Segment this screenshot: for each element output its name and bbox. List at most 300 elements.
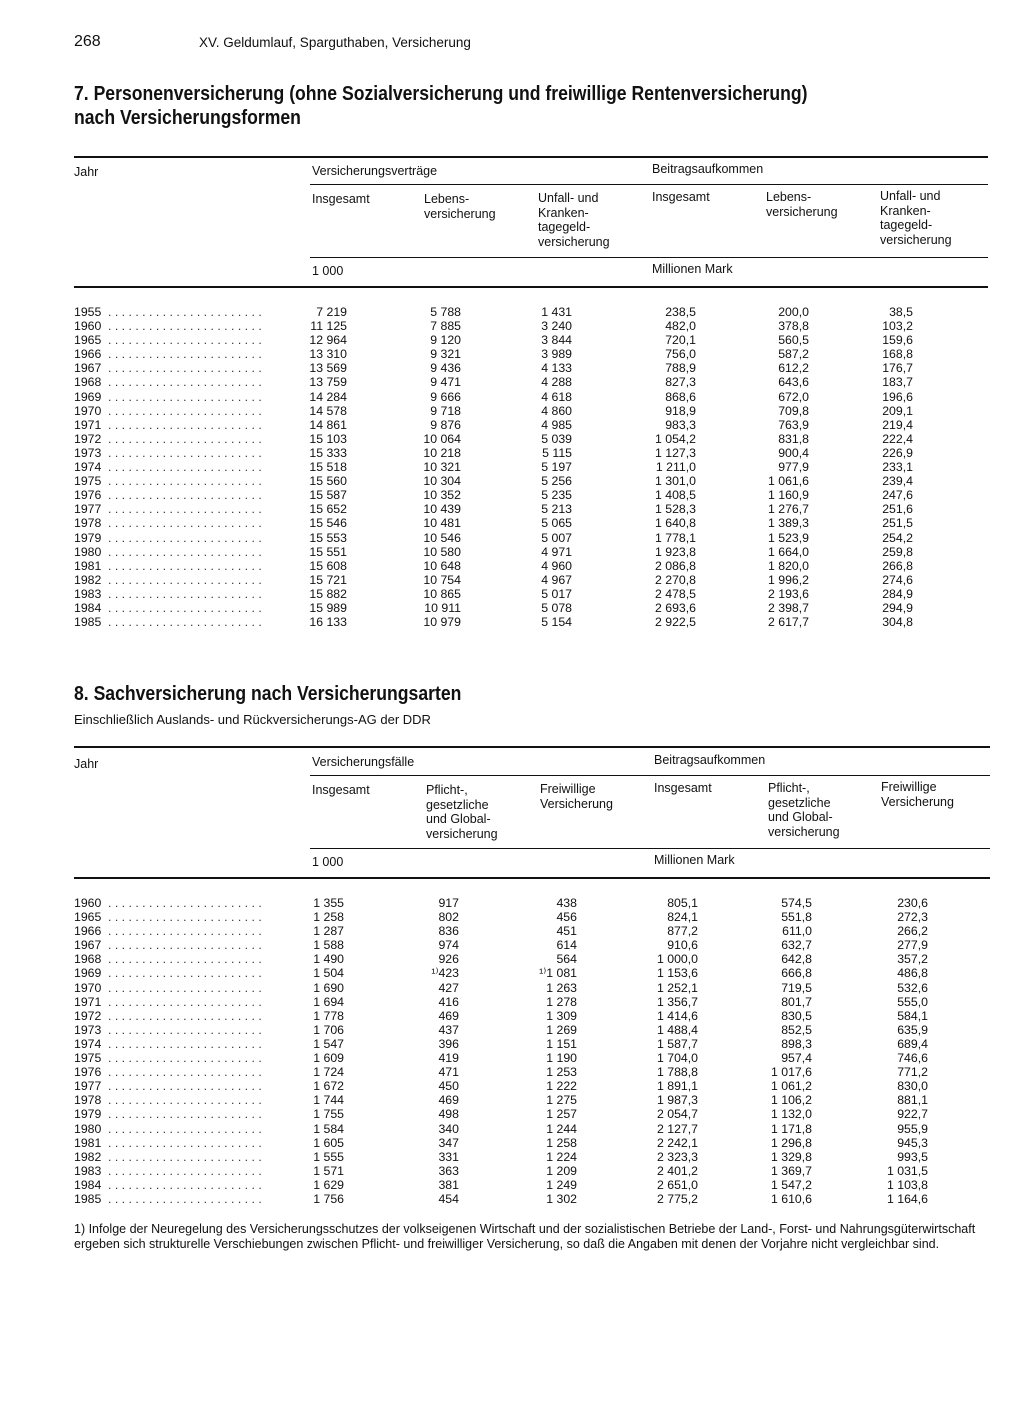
table7-row	[74, 390, 934, 404]
table7-year: 1976	[74, 488, 102, 503]
table7-cell: 977,9	[778, 460, 809, 475]
table7-cell: 13 759	[309, 375, 347, 390]
table7-row	[74, 418, 934, 432]
table8-leader-dots: . . . . . . . . . . . . . . . . . . . . . . .	[108, 1163, 262, 1178]
table7-cell: 254,2	[882, 530, 913, 545]
table7-cell: 672,0	[778, 389, 809, 404]
table7-cell: 14 284	[309, 389, 347, 404]
table8-year: 1971	[74, 994, 102, 1009]
table8-leader-dots: . . . . . . . . . . . . . . . . . . . . . . .	[108, 1149, 262, 1164]
table8-cell: 340	[438, 1121, 459, 1136]
table7-cell: 4 133	[541, 361, 572, 376]
table8-leader-dots: . . . . . . . . . . . . . . . . . . . . . . .	[108, 1036, 262, 1051]
table8-year: 1969	[74, 966, 102, 981]
table8-cell: 1 224	[546, 1149, 577, 1164]
table8-cell: 574,5	[781, 896, 812, 910]
table7-cell: 378,8	[778, 319, 809, 334]
table7-cell: 1 640,8	[654, 516, 696, 531]
table8-cell: 1 269	[546, 1022, 577, 1037]
table7-cell: 13 310	[309, 347, 347, 362]
table8-cell: 1 329,8	[770, 1149, 812, 1164]
table8-cell: 438	[556, 896, 577, 910]
chapter-title: XV. Geldumlauf, Sparguthaben, Versicherung	[199, 35, 471, 50]
table8-cell: 1 672	[313, 1079, 344, 1094]
table7-cell: 1 528,3	[654, 502, 696, 517]
table7-cell: 756,0	[665, 347, 696, 362]
table7-group-rule	[310, 184, 988, 185]
table7-cell: 15 546	[309, 516, 347, 531]
table7-year: 1985	[74, 615, 102, 630]
table8-cell: 1 571	[313, 1163, 344, 1178]
table7-row	[74, 474, 934, 488]
table8-cell: 451	[556, 924, 577, 939]
table7-year: 1967	[74, 361, 102, 376]
table7-leader-dots: . . . . . . . . . . . . . . . . . . . . . . .	[108, 361, 262, 376]
table8-cell: 1 504	[313, 966, 344, 981]
table8-cell: 666,8	[781, 966, 812, 981]
table7-leader-dots: . . . . . . . . . . . . . . . . . . . . . . .	[108, 417, 262, 432]
table8-cell: 1 756	[313, 1191, 344, 1206]
table7-cell: 10 865	[423, 586, 461, 601]
table8-leader-dots: . . . . . . . . . . . . . . . . . . . . . . .	[108, 1093, 262, 1108]
table7-cell: 15 721	[309, 572, 347, 587]
table7-cell: 15 551	[309, 544, 347, 559]
table7-cell: 1 211,0	[655, 460, 696, 475]
table8-cell: 486,8	[897, 966, 928, 981]
table8-cell: 1 000,0	[656, 952, 698, 967]
table7-year: 1977	[74, 502, 102, 517]
table8-cell: 1 987,3	[656, 1093, 698, 1108]
table7-cell: 1 820,0	[767, 558, 809, 573]
table8-cell: 1 724	[313, 1065, 344, 1080]
table8-cell: 1 151	[546, 1036, 577, 1051]
table8-cell: 689,4	[897, 1036, 928, 1051]
table8-leader-dots: . . . . . . . . . . . . . . . . . . . . . . .	[108, 980, 262, 995]
table8-cell: 1 252,1	[656, 980, 698, 995]
table8-cell: 611,0	[782, 924, 812, 939]
table7-subheader: Lebens- versicherung	[424, 192, 496, 221]
table7-year: 1960	[74, 319, 102, 334]
table7-cell: 14 578	[309, 403, 347, 418]
table7-cell: 1 778,1	[654, 530, 696, 545]
table7-cell: 2 478,5	[654, 586, 696, 601]
table7-cell: 1 160,9	[767, 488, 809, 503]
table7-cell: 304,8	[882, 615, 913, 630]
table7-subheader: Insgesamt	[652, 190, 710, 204]
table8-cell: 357,2	[897, 952, 928, 967]
table8-cell: 1 587,7	[656, 1036, 698, 1051]
table8-year: 1980	[74, 1121, 102, 1136]
table8-year: 1982	[74, 1149, 102, 1164]
table7-cell: 15 882	[309, 586, 347, 601]
table7-leader-dots: . . . . . . . . . . . . . . . . . . . . . . .	[108, 488, 262, 503]
table8-cell: 1 755	[313, 1107, 344, 1122]
table8-cell: 632,7	[781, 938, 812, 953]
table8-cell: 1 610,6	[770, 1191, 812, 1206]
table7-year: 1980	[74, 544, 102, 559]
table7-cell: 15 560	[309, 474, 347, 489]
table8-cell: 719,5	[781, 980, 812, 995]
table8-cell: 2 127,7	[656, 1121, 698, 1136]
table7-row	[74, 559, 934, 573]
table8-row	[74, 981, 934, 995]
table8-leader-dots: . . . . . . . . . . . . . . . . . . . . . . .	[108, 924, 262, 939]
table7-cell: 226,9	[882, 445, 913, 460]
table7-cell: 251,5	[882, 516, 913, 531]
table8-cell: 471	[438, 1065, 459, 1080]
table8-cell: 437	[438, 1022, 459, 1037]
table8-cell: 2 323,3	[656, 1149, 698, 1164]
table8-cell: 363	[438, 1163, 459, 1178]
table7-cell: 9 666	[430, 389, 461, 404]
table8-cell: 830,0	[897, 1079, 928, 1094]
table7-cell: 831,8	[778, 431, 809, 446]
table7-year: 1965	[74, 333, 102, 348]
table8-cell: 1 017,6	[770, 1065, 812, 1080]
table8-cell: 564	[556, 952, 577, 967]
table8-year: 1984	[74, 1177, 102, 1192]
table8-subheader: Freiwillige Versicherung	[540, 782, 613, 811]
table7-cell: 209,1	[882, 403, 913, 418]
table7-leader-dots: . . . . . . . . . . . . . . . . . . . . . . .	[108, 572, 262, 587]
table8-leader-dots: . . . . . . . . . . . . . . . . . . . . . . .	[108, 910, 262, 925]
table7-cell: 7 885	[430, 319, 461, 334]
table7-cell: 5 235	[541, 488, 572, 503]
table7-leader-dots: . . . . . . . . . . . . . . . . . . . . . . .	[108, 558, 262, 573]
table8-cell: 1 690	[313, 980, 344, 995]
table8-cell: 1 788,8	[656, 1065, 698, 1080]
table7-subheader: Insgesamt	[312, 192, 370, 206]
table7-leader-dots: . . . . . . . . . . . . . . . . . . . . . . .	[108, 615, 262, 630]
table8-cell: 1 609	[313, 1051, 344, 1066]
table8-leader-dots: . . . . . . . . . . . . . . . . . . . . . . .	[108, 1051, 262, 1066]
table7-cell: 10 911	[424, 600, 461, 615]
table7-cell: 15 333	[309, 445, 347, 460]
table7-cell: 15 587	[309, 488, 347, 503]
table8-cell: 836	[438, 924, 459, 939]
table8-cell: 2 775,2	[656, 1191, 698, 1206]
table7-cell: 1 923,8	[654, 544, 696, 559]
table8-row	[74, 1051, 934, 1065]
table8-cell: 454	[438, 1191, 459, 1206]
table7-cell: 14 861	[309, 417, 347, 432]
table7-year: 1975	[74, 474, 102, 489]
table8-cell: 917	[438, 896, 459, 910]
table7-cell: 1 276,7	[767, 502, 809, 517]
table7-cell: 720,1	[665, 333, 696, 348]
table8-row	[74, 1107, 934, 1121]
table8-cell: 1 414,6	[656, 1008, 698, 1023]
table8-cell: 450	[438, 1079, 459, 1094]
table8-leader-dots: . . . . . . . . . . . . . . . . . . . . . . .	[108, 1177, 262, 1192]
table8-group-beitrag: Beitragsaufkommen	[654, 753, 766, 767]
table8-cell: 272,3	[897, 910, 928, 925]
table8-subheader: Pflicht-, gesetzliche und Global- versicherung	[768, 781, 840, 839]
table8-subheader: Insgesamt	[654, 781, 712, 795]
table7-leader-dots: . . . . . . . . . . . . . . . . . . . . . . .	[108, 460, 262, 475]
table8-cell: 1 547,2	[770, 1177, 812, 1192]
table7-row	[74, 375, 934, 389]
table7-leader-dots: . . . . . . . . . . . . . . . . . . . . . . .	[108, 600, 262, 615]
table8-cell: 1 171,8	[770, 1121, 812, 1136]
table8-cell: 1 031,5	[886, 1163, 928, 1178]
table8-cell: 1 355	[313, 896, 344, 910]
table8-year: 1976	[74, 1065, 102, 1080]
table8-row	[74, 896, 934, 910]
table7-cell: 233,1	[882, 460, 913, 475]
table8-cell: 396	[438, 1036, 459, 1051]
table7-cell: 196,6	[882, 389, 913, 404]
table7-cell: 15 518	[309, 460, 347, 475]
table8-header-bottom-rule	[74, 877, 990, 879]
table7-cell: 1 054,2	[654, 431, 696, 446]
table7-cell: 1 127,3	[654, 445, 696, 460]
table7-row	[74, 404, 934, 418]
table7-cell: 239,4	[882, 474, 913, 489]
table7-cell: 1 408,5	[654, 488, 696, 503]
table7-top-rule	[74, 156, 988, 158]
table8-cell: 1 302	[546, 1191, 577, 1206]
table7-leader-dots: . . . . . . . . . . . . . . . . . . . . . . .	[108, 516, 262, 531]
table8-year: 1979	[74, 1107, 102, 1122]
table8-cell: ¹⁾1 081	[539, 966, 577, 981]
table8-leader-dots: . . . . . . . . . . . . . . . . . . . . . . .	[108, 1135, 262, 1150]
table7-subheader: Unfall- und Kranken- tagegeld- versicherung	[880, 189, 952, 247]
table8-group-faelle: Versicherungsfälle	[312, 755, 415, 769]
table8-cell: 1 153,6	[656, 966, 698, 981]
table7-row	[74, 516, 934, 530]
table7-leader-dots: . . . . . . . . . . . . . . . . . . . . . . .	[108, 403, 262, 418]
table7-cell: 274,6	[882, 572, 913, 587]
table7-row	[74, 347, 934, 361]
table7-year: 1981	[74, 558, 102, 573]
table8-cell: 1 296,8	[770, 1135, 812, 1150]
table7-cell: 10 304	[423, 474, 461, 489]
table8-subheader: Freiwillige Versicherung	[881, 780, 954, 809]
table7-cell: 2 617,7	[767, 615, 809, 630]
table7-cell: 10 754	[423, 572, 461, 587]
table7-cell: 15 103	[309, 431, 347, 446]
table8-year: 1981	[74, 1135, 102, 1150]
table8-cell: 1 222	[546, 1079, 577, 1094]
table7-cell: 918,9	[665, 403, 696, 418]
table7-cell: 1 061,6	[767, 474, 809, 489]
table7-col-jahr: Jahr	[74, 165, 99, 179]
table7-leader-dots: . . . . . . . . . . . . . . . . . . . . . . .	[108, 375, 262, 390]
table8-cell: 957,4	[781, 1051, 812, 1066]
table7-unit-rule	[310, 257, 988, 258]
table8-year: 1965	[74, 910, 102, 925]
table8-cell: 2 651,0	[656, 1177, 698, 1192]
table7-subheader: Lebens- versicherung	[766, 190, 838, 219]
table7-cell: 176,7	[882, 361, 913, 376]
table8-cell: 1 287	[313, 924, 344, 939]
table8-row	[74, 1136, 934, 1150]
table7-cell: 2 193,6	[767, 586, 809, 601]
table7-cell: 9 876	[430, 417, 461, 432]
table8-cell: 1 555	[313, 1149, 344, 1164]
table8-row	[74, 910, 934, 924]
table8-year: 1983	[74, 1163, 102, 1178]
table8-leader-dots: . . . . . . . . . . . . . . . . . . . . . . .	[108, 994, 262, 1009]
table7-cell: 1 664,0	[767, 544, 809, 559]
table7-year: 1966	[74, 347, 102, 362]
table7-cell: 15 553	[309, 530, 347, 545]
table7-unit-1000: 1 000	[312, 264, 344, 278]
table8-cell: 584,1	[897, 1008, 928, 1023]
table8-row	[74, 1122, 934, 1136]
table7-cell: 4 967	[541, 572, 572, 587]
table7-cell: 294,9	[882, 600, 913, 615]
table8-year: 1960	[74, 896, 102, 910]
table8-cell: 801,7	[781, 994, 812, 1009]
table8-cell: 1 490	[313, 952, 344, 967]
table7-cell: 11 125	[310, 319, 347, 334]
table7-cell: 587,2	[778, 347, 809, 362]
table8-cell: 419	[438, 1051, 459, 1066]
table7-cell: 9 718	[430, 403, 461, 418]
table7-header-bottom-rule	[74, 286, 988, 288]
table8-cell: 1 275	[546, 1093, 577, 1108]
table7-subheader: Unfall- und Kranken- tagegeld- versicherung	[538, 191, 610, 249]
table8-col-jahr: Jahr	[74, 757, 99, 771]
table7-cell: 247,6	[882, 488, 913, 503]
table7-cell: 16 133	[309, 615, 347, 630]
table7-row	[74, 432, 934, 446]
table8-cell: 1 356,7	[656, 994, 698, 1009]
table8-cell: 2 242,1	[656, 1135, 698, 1150]
table8-cell: 1 588	[313, 938, 344, 953]
table8-row	[74, 1023, 934, 1037]
table8-cell: 926	[438, 952, 459, 967]
table7-cell: 15 652	[309, 502, 347, 517]
table8-cell: 746,6	[897, 1051, 928, 1066]
table8-cell: 945,3	[897, 1135, 928, 1150]
table8-row	[74, 1178, 934, 1192]
table8-year: 1974	[74, 1036, 102, 1051]
table7-cell: 10 064	[423, 431, 461, 446]
table8-cell: 1 106,2	[770, 1093, 812, 1108]
table7-cell: 238,5	[665, 305, 696, 319]
table8-cell: 1 257	[546, 1107, 577, 1122]
table7-cell: 10 648	[423, 558, 461, 573]
table7-cell: 2 398,7	[767, 600, 809, 615]
table8-cell: 974	[438, 938, 459, 953]
table8-leader-dots: . . . . . . . . . . . . . . . . . . . . . . .	[108, 1008, 262, 1023]
table7-cell: 10 352	[423, 488, 461, 503]
table8-cell: 555,0	[897, 994, 928, 1009]
table8-cell: 1 584	[313, 1121, 344, 1136]
table7-cell: 1 389,3	[767, 516, 809, 531]
table7-cell: 868,6	[665, 389, 696, 404]
table7-year: 1973	[74, 445, 102, 460]
table7-cell: 10 439	[423, 502, 461, 517]
table7-cell: 200,0	[778, 305, 809, 319]
table7-cell: 9 436	[430, 361, 461, 376]
table7-leader-dots: . . . . . . . . . . . . . . . . . . . . . . .	[108, 319, 262, 334]
table7-cell: 2 086,8	[654, 558, 696, 573]
table8-year: 1985	[74, 1191, 102, 1206]
table7-cell: 219,4	[882, 417, 913, 432]
table8-cell: 1 244	[546, 1121, 577, 1136]
table8-cell: 824,1	[667, 910, 698, 925]
table7-row	[74, 460, 934, 474]
table8-row	[74, 966, 934, 980]
table7-cell: 983,3	[665, 417, 696, 432]
table7-cell: 2 693,6	[654, 600, 696, 615]
table7-cell: 10 218	[423, 445, 461, 460]
table7-cell: 10 580	[423, 544, 461, 559]
table8-year: 1977	[74, 1079, 102, 1094]
table8-leader-dots: . . . . . . . . . . . . . . . . . . . . . . .	[108, 1065, 262, 1080]
table8-cell: 1 132,0	[770, 1107, 812, 1122]
table7-cell: 251,6	[882, 502, 913, 517]
table7-row	[74, 573, 934, 587]
table8-row	[74, 1065, 934, 1079]
table8-cell: 2 401,2	[656, 1163, 698, 1178]
table8-top-rule	[74, 746, 990, 748]
table7-cell: 15 608	[309, 558, 347, 573]
table8-cell: 805,1	[667, 896, 698, 910]
table7-cell: 3 844	[541, 333, 572, 348]
page-number: 268	[74, 33, 101, 50]
table7-year: 1970	[74, 403, 102, 418]
table8-row	[74, 938, 934, 952]
table7-leader-dots: . . . . . . . . . . . . . . . . . . . . . . .	[108, 389, 262, 404]
table8-leader-dots: . . . . . . . . . . . . . . . . . . . . . . .	[108, 952, 262, 967]
table7-cell: 560,5	[778, 333, 809, 348]
table7-cell: 5 078	[541, 600, 572, 615]
table7-cell: 284,9	[882, 586, 913, 601]
table8-year: 1967	[74, 938, 102, 953]
table7-cell: 222,4	[882, 431, 913, 446]
table8-unit-rule	[310, 848, 990, 849]
table8-cell: 277,9	[897, 938, 928, 953]
table7-cell: 5 197	[541, 460, 572, 475]
table7-leader-dots: . . . . . . . . . . . . . . . . . . . . . . .	[108, 544, 262, 559]
table7-year: 1972	[74, 431, 102, 446]
table7-cell: 3 240	[541, 319, 572, 334]
table7-cell: 5 115	[542, 445, 572, 460]
table7-cell: 2 922,5	[654, 615, 696, 630]
table8-cell: 427	[438, 980, 459, 995]
table7-year: 1984	[74, 600, 102, 615]
table8-row	[74, 995, 934, 1009]
table8-row	[74, 924, 934, 938]
table8-cell: ¹⁾423	[431, 966, 459, 981]
table8-cell: 1 258	[313, 910, 344, 925]
table7-year: 1955	[74, 305, 102, 319]
table8-year: 1966	[74, 924, 102, 939]
table8-cell: 993,5	[897, 1149, 928, 1164]
table8-cell: 1 253	[546, 1065, 577, 1080]
table8-subheader: Pflicht-, gesetzliche und Global- versicherung	[426, 783, 498, 841]
table7-cell: 4 288	[541, 375, 572, 390]
table8-cell: 910,6	[667, 938, 698, 953]
table7-cell: 709,8	[778, 403, 809, 418]
table7-cell: 259,8	[882, 544, 913, 559]
table7-leader-dots: . . . . . . . . . . . . . . . . . . . . . . .	[108, 431, 262, 446]
table7-cell: 763,9	[778, 417, 809, 432]
table7-row	[74, 319, 934, 333]
table7-leader-dots: . . . . . . . . . . . . . . . . . . . . . . .	[108, 333, 262, 348]
table8-cell: 230,6	[897, 896, 928, 910]
table8-subheader: Insgesamt	[312, 783, 370, 797]
table7-cell: 15 989	[309, 600, 347, 615]
table7-cell: 183,7	[882, 375, 913, 390]
table7-cell: 2 270,8	[654, 572, 696, 587]
table7-year: 1979	[74, 530, 102, 545]
